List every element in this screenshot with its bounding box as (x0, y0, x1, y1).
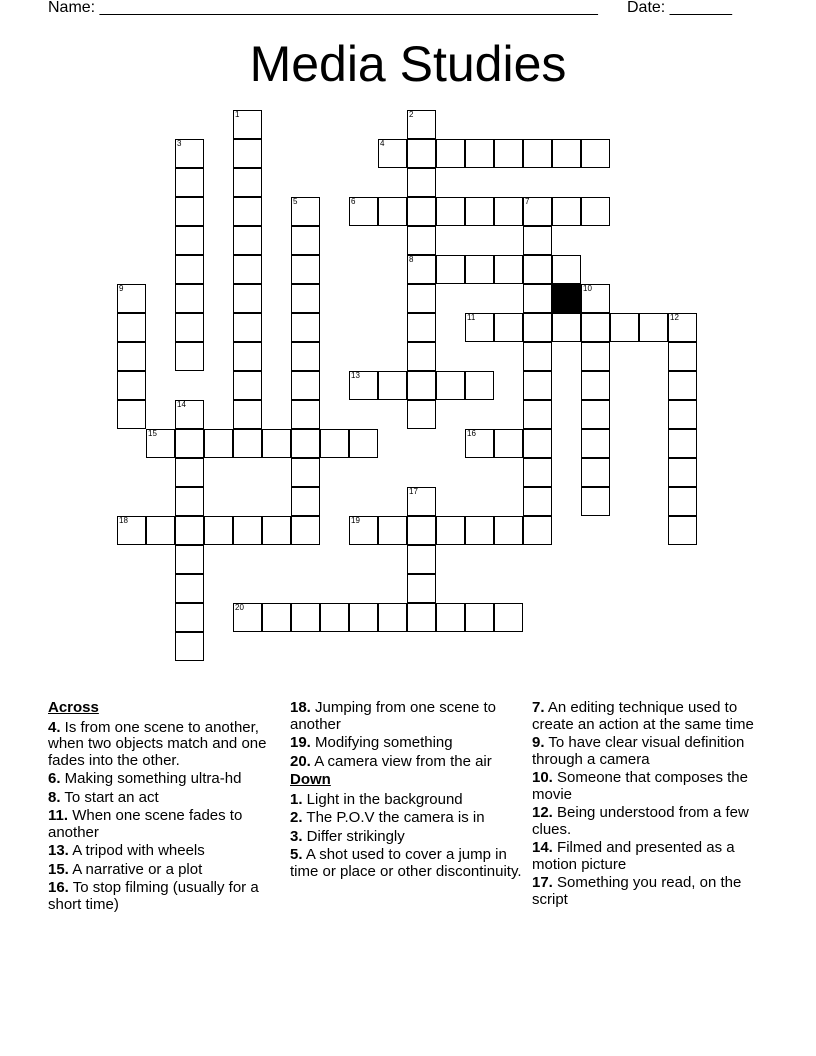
clue-down-10 (532, 770, 764, 803)
grid-cell[interactable] (262, 429, 291, 458)
grid-cell[interactable] (233, 168, 262, 197)
clue-across-13 (48, 843, 280, 860)
grid-cell[interactable] (668, 458, 697, 487)
clue-across-20 (290, 754, 522, 771)
grid-cell[interactable] (233, 226, 262, 255)
grid-cell[interactable] (117, 400, 146, 429)
grid-cell[interactable] (407, 400, 436, 429)
grid-cell[interactable] (639, 313, 668, 342)
grid-cell[interactable] (320, 603, 349, 632)
clue-across-19 (290, 735, 522, 752)
grid-cell[interactable] (175, 458, 204, 487)
grid-cell[interactable] (175, 197, 204, 226)
grid-cell[interactable] (668, 342, 697, 371)
grid-cell[interactable] (233, 197, 262, 226)
grid-cell[interactable] (523, 342, 552, 371)
grid-cell[interactable] (233, 371, 262, 400)
clue-text: A narrative or a plot (68, 860, 203, 878)
clue-across-8 (48, 790, 280, 807)
grid-cell[interactable] (465, 603, 494, 632)
grid-cell[interactable] (175, 545, 204, 574)
clue-number: 5. (290, 846, 303, 863)
grid-cell[interactable] (581, 371, 610, 400)
name-field: Name: ________________________________________________________ (48, 0, 598, 16)
clue-text: The P.O.V the camera is in (302, 809, 485, 826)
grid-cell[interactable] (175, 487, 204, 516)
grid-cell[interactable] (407, 371, 436, 400)
clue-number-label: 20 (235, 603, 244, 612)
clue-number: 20. (290, 752, 311, 770)
grid-cell[interactable] (233, 313, 262, 342)
clue-number-label: 14 (177, 400, 186, 409)
grid-cell[interactable] (494, 603, 523, 632)
clue-text: Being understood from a few clues. (532, 804, 749, 838)
clue-number: 19. (290, 734, 311, 751)
grid-cell[interactable] (668, 400, 697, 429)
grid-cell[interactable] (233, 516, 262, 545)
grid-cell[interactable] (494, 255, 523, 284)
clue-number: 11. (48, 807, 69, 824)
grid-cell[interactable] (581, 342, 610, 371)
grid-cell[interactable] (349, 429, 378, 458)
clue-number: 2. (290, 809, 303, 826)
grid-cell[interactable] (494, 313, 523, 342)
clue-across-15 (48, 862, 280, 879)
grid-cell[interactable] (436, 255, 465, 284)
grid-cell[interactable] (465, 255, 494, 284)
grid-cell[interactable] (494, 516, 523, 545)
grid-cell[interactable] (668, 371, 697, 400)
clue-number-label: 19 (351, 516, 360, 525)
clue-text: Someone that composes the movie (532, 769, 748, 803)
page-title: Media Studies (249, 36, 567, 92)
clue-number: 9. (532, 734, 545, 751)
date-field: Date: _______ (627, 0, 732, 16)
grid-cell[interactable] (175, 574, 204, 603)
grid-cell[interactable] (233, 400, 262, 429)
clues-column-3 (532, 700, 764, 910)
grid-cell[interactable] (523, 516, 552, 545)
clue-number: 13. (48, 842, 69, 859)
clue-across-16 (48, 880, 280, 913)
clue-number: 1. (290, 790, 303, 808)
clue-number-label: 6 (351, 197, 356, 206)
grid-cell[interactable] (581, 458, 610, 487)
clue-number-label: 10 (583, 284, 592, 293)
grid-cell[interactable] (175, 342, 204, 371)
grid-cell[interactable] (233, 342, 262, 371)
clue-number: 8. (48, 788, 61, 806)
clues-column-2 (290, 700, 522, 882)
clue-number-label: 8 (409, 255, 414, 264)
grid-cell[interactable] (262, 516, 291, 545)
grid-cell[interactable] (349, 603, 378, 632)
clue-text: A shot used to cover a jump in time or place or other discontinuity. (290, 846, 522, 880)
clue-down-12 (532, 805, 764, 838)
clue-number: 17. (532, 874, 553, 891)
clue-number: 14. (532, 839, 553, 856)
grid-cell[interactable] (523, 284, 552, 313)
clue-number-label: 3 (177, 139, 182, 148)
clue-across-6 (48, 771, 280, 788)
clue-text: An editing technique used to create an action at the same time (532, 699, 754, 733)
grid-block (552, 284, 581, 313)
grid-cell[interactable] (465, 516, 494, 545)
grid-cell[interactable] (378, 516, 407, 545)
clue-number: 7. (532, 699, 545, 716)
grid-cell[interactable] (610, 313, 639, 342)
grid-cell[interactable] (436, 139, 465, 168)
clue-number: 12. (532, 804, 553, 821)
grid-cell[interactable] (175, 284, 204, 313)
clue-text: Jumping from one scene to another (290, 699, 496, 733)
grid-cell[interactable] (581, 400, 610, 429)
grid-cell[interactable] (407, 168, 436, 197)
grid-cell[interactable] (204, 516, 233, 545)
clue-text: A camera view from the air (310, 752, 492, 770)
grid-cell[interactable] (291, 400, 320, 429)
clue-number-label: 2 (409, 110, 414, 119)
grid-cell[interactable] (233, 284, 262, 313)
grid-cell[interactable] (175, 632, 204, 661)
grid-cell[interactable] (436, 603, 465, 632)
clue-number-label: 13 (351, 371, 360, 380)
grid-cell[interactable] (175, 255, 204, 284)
grid-cell[interactable] (581, 429, 610, 458)
clue-number-label: 1 (235, 110, 240, 119)
grid-cell[interactable] (465, 371, 494, 400)
grid-cell[interactable] (291, 516, 320, 545)
grid-cell[interactable] (117, 313, 146, 342)
grid-cell[interactable] (175, 168, 204, 197)
clue-down-17 (532, 875, 764, 908)
clue-number: 15. (48, 860, 69, 878)
grid-cell[interactable] (523, 371, 552, 400)
grid-cell[interactable] (436, 371, 465, 400)
grid-cell[interactable] (436, 516, 465, 545)
grid-cell[interactable] (204, 429, 233, 458)
grid-cell[interactable] (523, 400, 552, 429)
clue-number-label: 5 (293, 197, 298, 206)
clue-down-14 (532, 840, 764, 873)
clue-text: To stop filming (usually for a short time) (48, 879, 259, 913)
grid-cell[interactable] (494, 197, 523, 226)
clue-text: Filmed and presented as a motion picture (532, 839, 735, 873)
clue-number: 6. (48, 770, 61, 787)
grid-cell[interactable] (291, 226, 320, 255)
grid-cell[interactable] (233, 139, 262, 168)
grid-cell[interactable] (407, 574, 436, 603)
grid-cell[interactable] (291, 255, 320, 284)
clue-number-label: 11 (467, 313, 476, 322)
grid-cell[interactable] (175, 429, 204, 458)
grid-cell[interactable] (523, 313, 552, 342)
grid-cell[interactable] (175, 516, 204, 545)
clue-number: 4. (48, 718, 61, 736)
clue-text: When one scene fades to another (48, 807, 243, 841)
clue-number-label: 16 (467, 429, 476, 438)
clue-number-label: 12 (670, 313, 679, 322)
grid-cell[interactable] (494, 429, 523, 458)
clue-text: Something you read, on the script (532, 874, 742, 908)
clue-text: Light in the background (302, 790, 463, 808)
clue-number-label: 17 (409, 487, 418, 496)
grid-cell[interactable] (407, 284, 436, 313)
grid-cell[interactable] (175, 603, 204, 632)
clue-number-label: 7 (525, 197, 530, 206)
clue-text: Differ strikingly (302, 827, 405, 845)
grid-cell[interactable] (407, 603, 436, 632)
grid-cell[interactable] (117, 371, 146, 400)
clue-number-label: 18 (119, 516, 128, 525)
grid-cell[interactable] (523, 226, 552, 255)
grid-cell[interactable] (291, 487, 320, 516)
grid-cell[interactable] (291, 342, 320, 371)
clue-down-1 (290, 792, 522, 809)
clue-text: Making something ultra-hd (60, 770, 242, 787)
clue-down-7 (532, 700, 764, 733)
grid-cell[interactable] (291, 429, 320, 458)
grid-cell[interactable] (494, 139, 523, 168)
grid-cell[interactable] (668, 429, 697, 458)
grid-cell[interactable] (465, 139, 494, 168)
clue-number-label: 4 (380, 139, 385, 148)
clue-number-label: 15 (148, 429, 157, 438)
clue-across-4 (48, 720, 280, 770)
grid-cell[interactable] (407, 197, 436, 226)
grid-cell[interactable] (407, 139, 436, 168)
clue-number-label: 9 (119, 284, 124, 293)
clue-number: 16. (48, 879, 69, 896)
grid-cell[interactable] (581, 313, 610, 342)
grid-cell[interactable] (581, 197, 610, 226)
clue-number: 18. (290, 699, 311, 716)
clue-across-11 (48, 808, 280, 841)
grid-cell[interactable] (552, 255, 581, 284)
clues-column-1 (48, 700, 280, 915)
grid-cell[interactable] (378, 197, 407, 226)
grid-cell[interactable] (668, 516, 697, 545)
grid-cell[interactable] (320, 429, 349, 458)
grid-cell[interactable] (117, 342, 146, 371)
grid-cell[interactable] (581, 139, 610, 168)
clue-across-18 (290, 700, 522, 733)
grid-cell[interactable] (146, 516, 175, 545)
clue-down-2 (290, 810, 522, 827)
clue-down-5 (290, 847, 522, 880)
grid-cell[interactable] (291, 458, 320, 487)
grid-cell[interactable] (291, 603, 320, 632)
clue-number: 10. (532, 769, 553, 786)
grid-cell[interactable] (407, 226, 436, 255)
across-heading: Across (48, 699, 99, 716)
clue-number: 3. (290, 827, 303, 845)
grid-cell[interactable] (523, 487, 552, 516)
clue-text: To have clear visual definition through a camera (532, 734, 745, 768)
grid-cell[interactable] (523, 458, 552, 487)
grid-cell[interactable] (291, 284, 320, 313)
grid-cell[interactable] (291, 371, 320, 400)
grid-cell[interactable] (581, 487, 610, 516)
grid-cell[interactable] (175, 313, 204, 342)
down-heading: Down (290, 771, 331, 788)
grid-cell[interactable] (262, 603, 291, 632)
grid-cell[interactable] (407, 313, 436, 342)
grid-cell[interactable] (407, 516, 436, 545)
grid-cell[interactable] (407, 342, 436, 371)
grid-cell[interactable] (407, 545, 436, 574)
grid-cell[interactable] (175, 226, 204, 255)
grid-cell[interactable] (523, 139, 552, 168)
grid-cell[interactable] (523, 429, 552, 458)
grid-cell[interactable] (291, 313, 320, 342)
clue-text: To start an act (60, 788, 159, 806)
grid-cell[interactable] (436, 197, 465, 226)
grid-cell[interactable] (668, 487, 697, 516)
clue-text: Is from one scene to another, when two objects match and one fades into the other. (48, 718, 267, 769)
grid-cell[interactable] (233, 255, 262, 284)
grid-cell[interactable] (378, 603, 407, 632)
clue-text: Modifying something (310, 734, 453, 751)
grid-cell[interactable] (523, 255, 552, 284)
clue-down-3 (290, 829, 522, 846)
grid-cell[interactable] (552, 139, 581, 168)
grid-cell[interactable] (465, 197, 494, 226)
grid-cell[interactable] (233, 429, 262, 458)
clue-down-9 (532, 735, 764, 768)
clue-text: A tripod with wheels (68, 842, 205, 859)
grid-cell[interactable] (552, 197, 581, 226)
grid-cell[interactable] (378, 371, 407, 400)
grid-cell[interactable] (552, 313, 581, 342)
